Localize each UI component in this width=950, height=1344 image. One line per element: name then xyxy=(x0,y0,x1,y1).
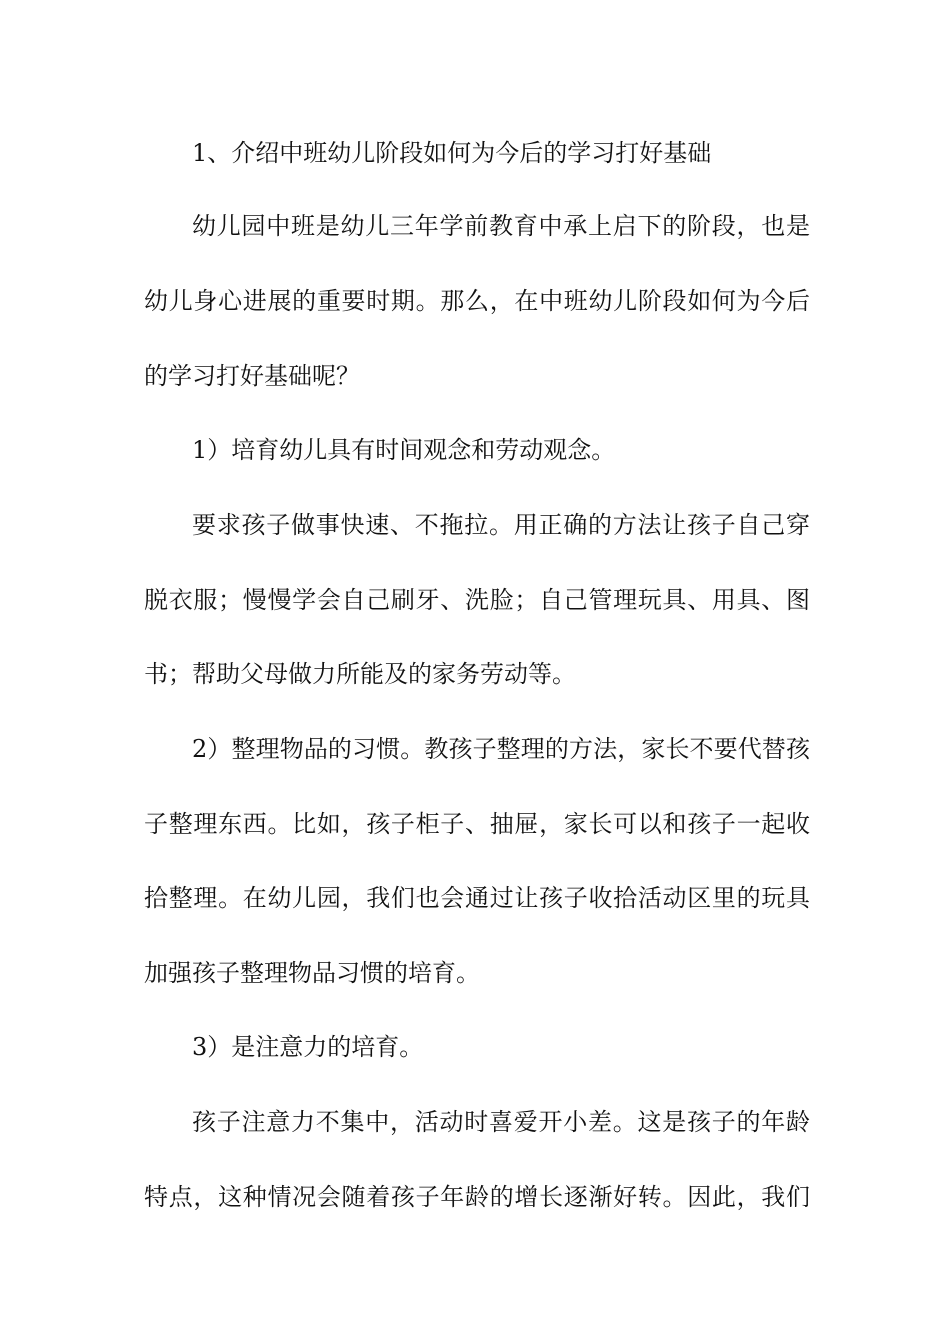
paragraph-line: 特点，这种情况会随着孩子年龄的增长逐渐好转。因此，我们 xyxy=(144,1183,810,1211)
paragraph-line: 拾整理。在幼儿园，我们也会通过让孩子收拾活动区里的玩具 xyxy=(144,884,810,912)
paragraph-line: 幼儿身心进展的重要时期。那么，在中班幼儿阶段如何为今后 xyxy=(144,287,810,315)
paragraph-line: 幼儿园中班是幼儿三年学前教育中承上启下的阶段，也是 xyxy=(192,212,810,240)
paragraph-line: 书；帮助父母做力所能及的家务劳动等。 xyxy=(144,660,576,688)
paragraph-line: 要求孩子做事快速、不拖拉。用正确的方法让孩子自己穿 xyxy=(192,511,810,539)
paragraph-line: 孩子注意力不集中，活动时喜爱开小差。这是孩子的年龄 xyxy=(192,1108,810,1136)
subheading: 1）培育幼儿具有时间观念和劳动观念。 xyxy=(192,436,616,464)
paragraph-line: 2）整理物品的习惯。教孩子整理的方法，家长不要代替孩 xyxy=(192,735,810,763)
section-heading: 1、介绍中班幼儿阶段如何为今后的学习打好基础 xyxy=(192,139,712,167)
paragraph-line: 脱衣服；慢慢学会自己刷牙、洗脸；自己管理玩具、用具、图 xyxy=(144,586,810,614)
paragraph-line: 子整理东西。比如，孩子柜子、抽屉，家长可以和孩子一起收 xyxy=(144,810,810,838)
paragraph-line: 加强孩子整理物品习惯的培育。 xyxy=(144,959,480,987)
paragraph-line: 的学习打好基础呢？ xyxy=(144,362,360,390)
subheading: 3）是注意力的培育。 xyxy=(192,1033,424,1061)
